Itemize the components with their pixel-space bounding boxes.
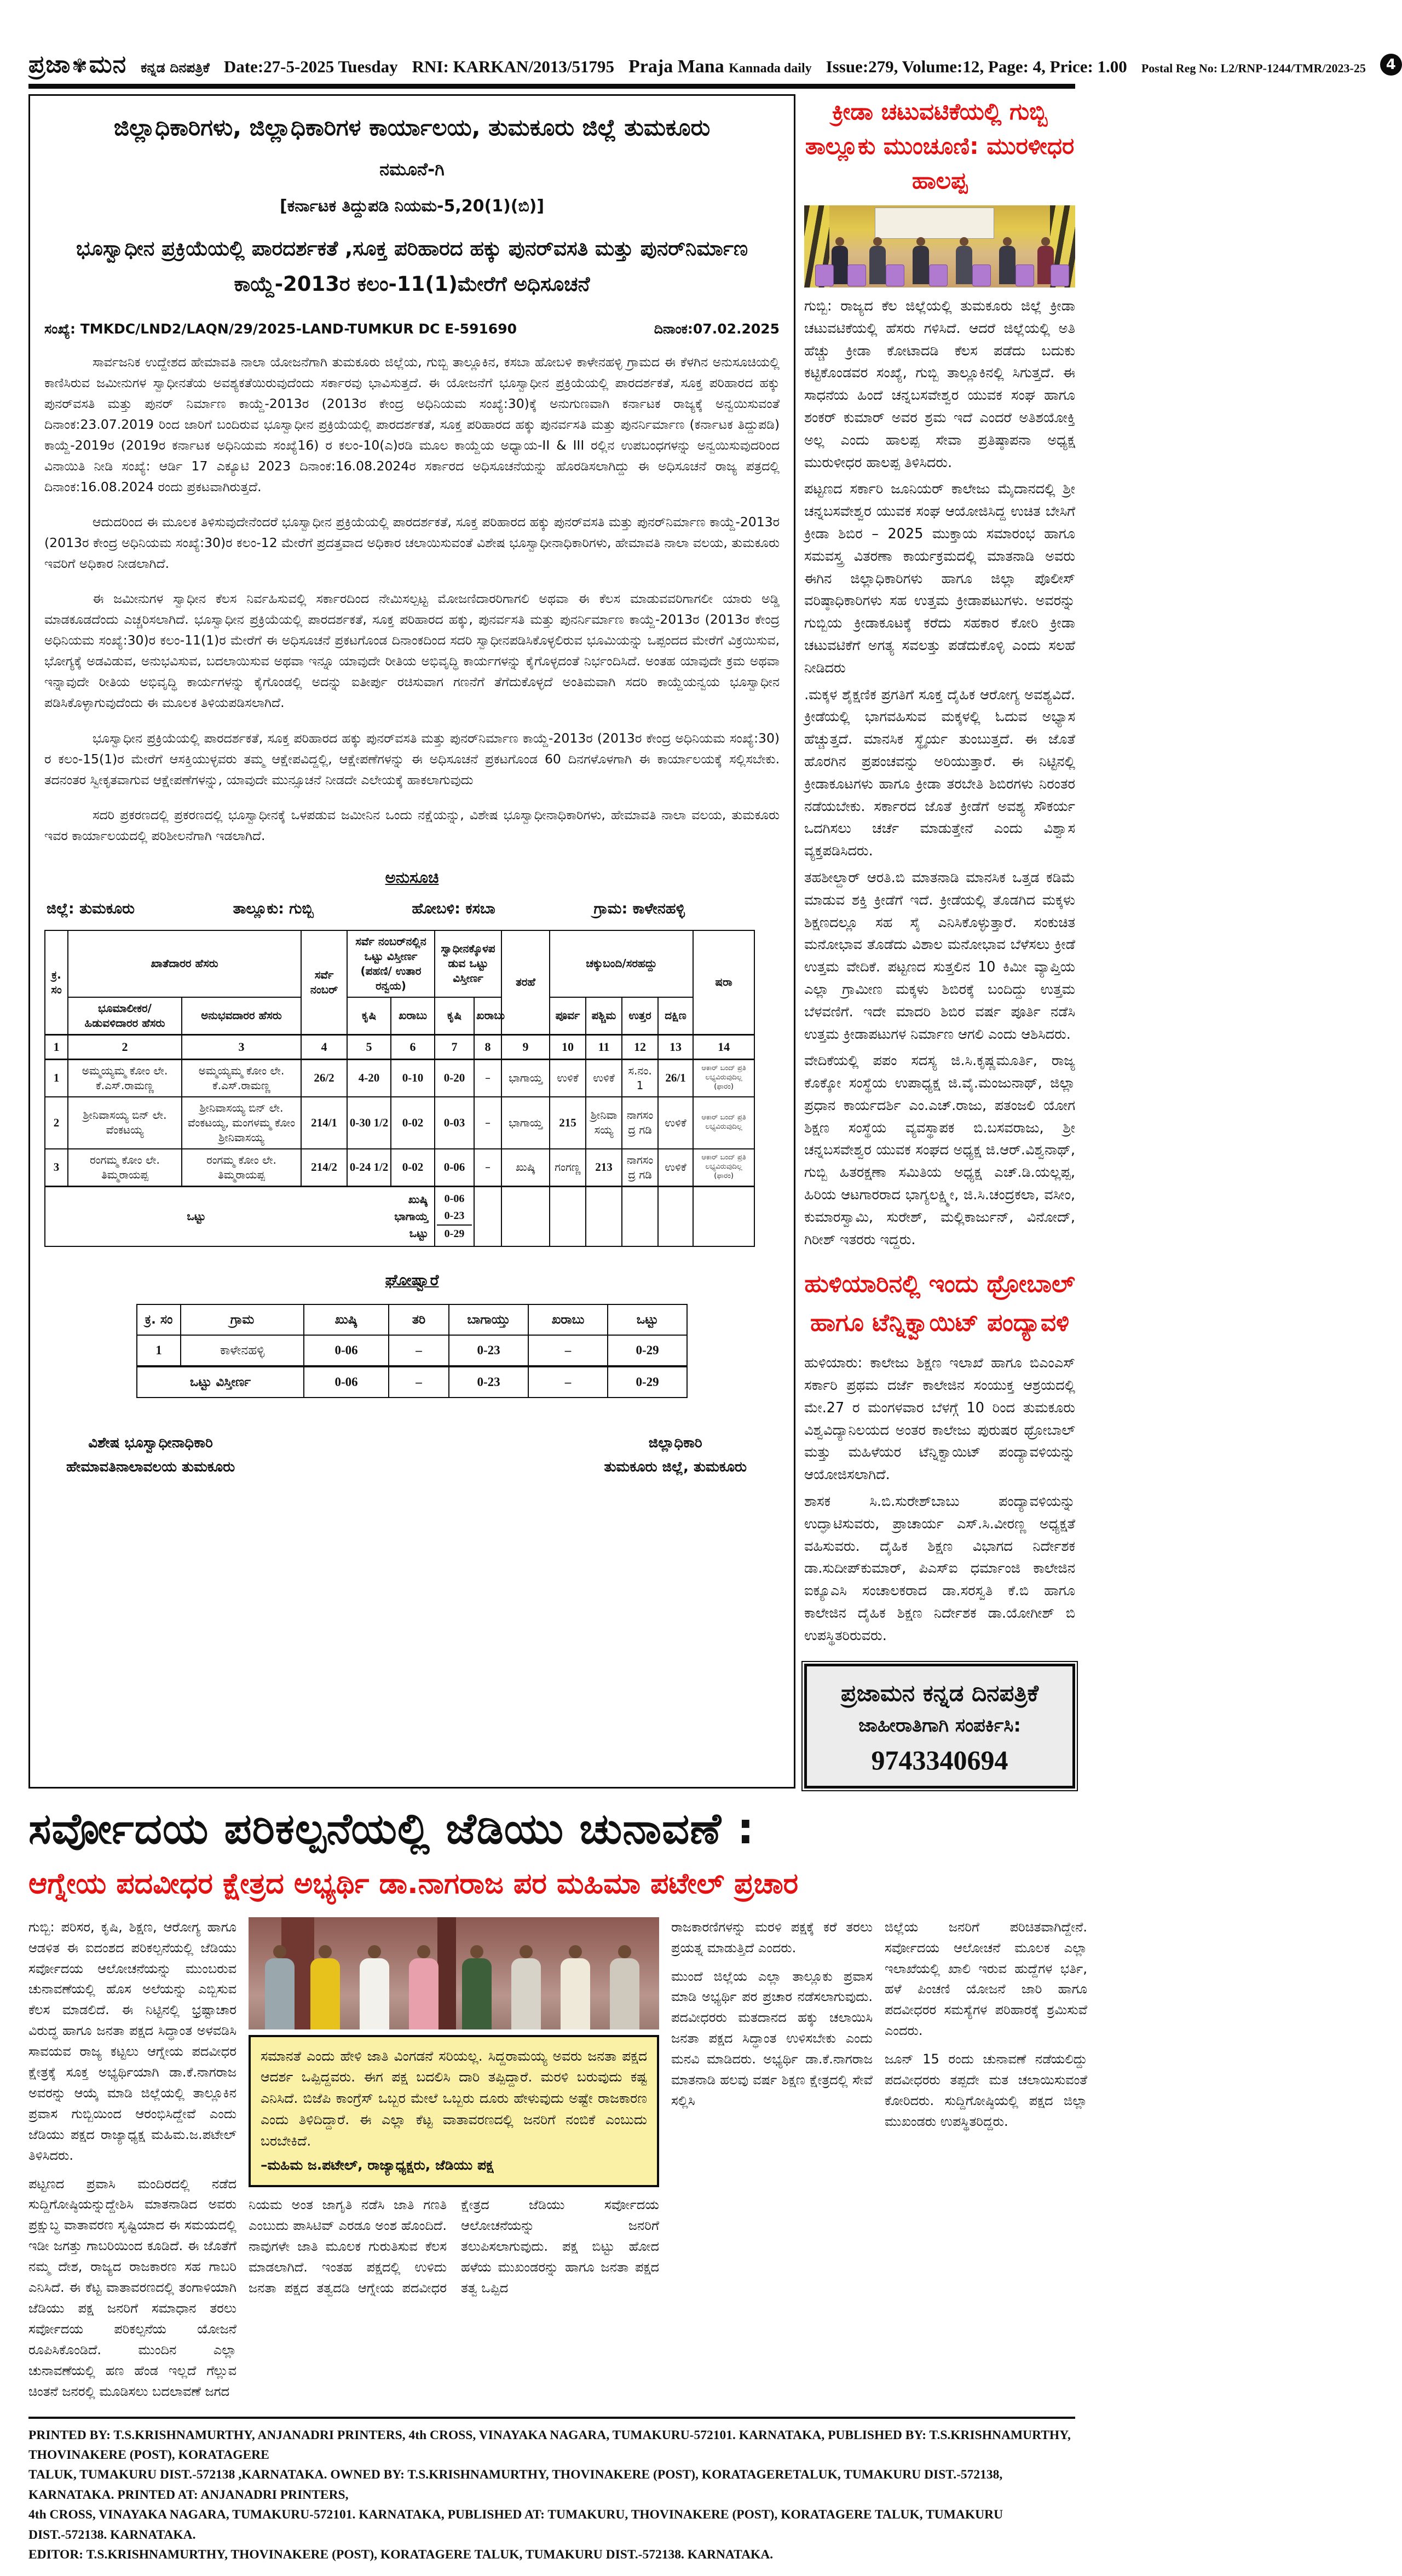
notification-rule-line: [ಕರ್ನಾಟಕ ತಿದ್ದುಪಡಿ ನಿಯಮ-5,20(1)(ಬಿ)]: [280, 197, 545, 216]
article-paragraph: ಜಿಲ್ಲೆಯ ಜನರಿಗೆ ಪರಿಚಿತವಾಗಿದ್ದೇನೆ. ಸರ್ವೋದಯ ಆಲೋಚನೆ ಮೂಲಕ ಎಲ್ಲಾ ಇಲಾಖೆಯಲ್ಲಿ ಖಾಲಿ ಇರುವ ಹುದ್ದೆಗಳ ಭರ್ತಿ, ಹಳೆ ಪಿಂಚಣಿ ಯೋಜನೆ ಜಾರಿ ಹಾಗೂ ಪದವೀಧರರ ಸಮಸ್ಯೆಗಳ ಪರಿಹಾರಕ್ಕೆ ಶ್ರಮಿಸುವೆ ಎಂದರು.: [885, 1919, 1087, 2039]
schedule-table: [44, 930, 755, 1247]
schedule-village: ಗ್ರಾಮ: ಕಾಳೇನಹಳ್ಳಿ: [593, 900, 685, 917]
sports-article-headline: ಕ್ರೀಡಾ ಚಟುವಟಿಕೆಯಲ್ಲಿ ಗುಬ್ಬಿ ತಾಲ್ಲೂಕು ಮುಂಚೂಣಿ: ಮುರಳೀಧರ ಹಾಲಪ್ಪ: [805, 98, 1075, 194]
signature-right: ಜಿಲ್ಲಾಧಿಕಾರಿ ತುಮಕೂರು ಜಿಲ್ಲೆ, ತುಮಕೂರು: [604, 1434, 747, 1475]
imprint-line: PRINTED BY: T.S.KRISHNAMURTHY, ANJANADRI PRINTERS, 4th CROSS, VINAYAKA NAGARA, TUMAKURU-572101. KARNATAKA, PUBLISHED BY: T.S.KRISHNAMURTHY, THOVINAKERE (POST), KORATAGERE: [28, 2428, 1071, 2462]
totals-values: 0-06 0-23 0-29: [437, 1191, 472, 1243]
article-paragraph: ಗುಬ್ಬಿ: ರಾಜ್ಯದ ಕೆಲ ಜಿಲ್ಲೆಯಲ್ಲಿ ತುಮಕೂರು ಜಿಲ್ಲೆ ಕ್ರೀಡಾ ಚಟುವಟಿಕೆಯಲ್ಲಿ ಹೆಸರು ಗಳಿಸಿದೆ. ಆದರೆ ಜಿಲ್ಲೆಯಲ್ಲಿ ಅತಿ ಹೆಚ್ಚು ಕ್ರೀಡಾ ಕೋಟಾದಡಿ ಕೆಲಸ ಪಡೆದು ಬದುಕು ಕಟ್ಟಿಕೊಂಡವರ ಸಂಖ್ಯೆ, ಗುಬ್ಬಿ ತಾಲ್ಲೂಕಿನಲ್ಲಿ ಸಿಗುತ್ತದೆ. ಈ ಸಾಧನೆಯ ಹಿಂದೆ ಚನ್ನಬಸವೇಶ್ವರ ಯುವಕ ಸಂಘ ಹಾಗೂ ಶಂಕರ್ ಕುಮಾರ್ ಅವರ ಶ್ರಮ ಇದೆ ಎಂದರೆ ಅತಿಶಯೋಕ್ತಿ ಅಲ್ಲ ಎಂದು ಹಾಲಪ್ಪ ಸೇವಾ ಪ್ರತಿಷ್ಠಾಪನಾ ಅಧ್ಯಕ್ಷ ಮುರುಳೀಧರ ಹಾಲಪ್ಪ ತಿಳಿಸಿದರು.: [804, 298, 1075, 471]
article-paragraph: ಮುಂದೆ ಜಿಲ್ಲೆಯ ಎಲ್ಲಾ ತಾಲ್ಲೂಕು ಪ್ರವಾಸ ಮಾಡಿ ಅಭ್ಯರ್ಥಿ ಪರ ಪ್ರಚಾರ ನಡೆಸಲಾಗುವುದು. ಪದವೀಧರರು ಮತದಾನದ ಹಕ್ಕು ಚಲಾಯಿಸಿ ಜನತಾ ಪಕ್ಷದ ಸಿದ್ಧಾಂತ ಉಳಿಸಬೇಕು ಎಂದು ಮನವಿ ಮಾಡಿದರು. ಅಭ್ಯರ್ಥಿ ಡಾ.ಕೆ.ನಾಗರಾಜ ಮಾತನಾಡಿ ಹಲವು ವರ್ಷ ಶಿಕ್ಷಣ ಕ್ಷೇತ್ರದಲ್ಲಿ ಸೇವೆ ಸಲ್ಲಿಸಿ: [671, 1968, 873, 2108]
schedule-taluk: ತಾಲ್ಲೂಕು: ಗುಬ್ಬಿ: [233, 900, 314, 917]
notification-title: ಜಿಲ್ಲಾಧಿಕಾರಿಗಳು, ಜಿಲ್ಲಾಧಿಕಾರಿಗಳ ಕಾರ್ಯಾಲಯ, ತುಮಕೂರು ಜಿಲ್ಲೆ ತುಮಕೂರು: [113, 114, 711, 141]
article-paragraph: ವೇದಿಕೆಯಲ್ಲಿ ಪಪಂ ಸದಸ್ಯ ಜಿ.ಸಿ.ಕೃಷ್ಣಮೂರ್ತಿ, ರಾಜ್ಯ ಕೊಕ್ಕೋ ಸಂಸ್ಥೆಯ ಉಪಾಧ್ಯಕ್ಷ ಜಿ.ವೈ.ಮಂಜುನಾಥ್, ಜಿಲ್ಲಾ ಪ್ರಧಾನ ಕಾರ್ಯದರ್ಶಿ ಎಂ.ಎಚ್.ರಾಜು, ಪತಂಜಲಿ ಯೋಗ ಶಿಕ್ಷಣ ಸಂಸ್ಥೆಯ ವ್ಯವಸ್ಥಾಪಕ ಬಿ.ಬಸವರಾಜು, ಶ್ರೀ ಚನ್ನಬಸವೇಶ್ವರ ಯುವಕ ಸಂಘದ ಅಧ್ಯಕ್ಷ ಜಿ.ಆರ್.ವಿಶ್ವನಾಥ್, ಗುಬ್ಬಿ ಹಿತರಕ್ಷಣಾ ಸಮಿತಿಯ ಅಧ್ಯಕ್ಷ ಎಚ್.ಡಿ.ಯಲ್ಲಪ್ಪ, ಹಿರಿಯ ಆಟಗಾರರಾದ ಭಾಗ್ಯಲಕ್ಷ್ಮೀ, ಜಿ.ಸಿ.ಚಂದ್ರಕಲಾ, ವಸೀಂ, ಕುಮಾರಸ್ವಾಮಿ, ಸುರೇಶ್, ಮಲ್ಲಿಕಾರ್ಜುನ್, ವಿನೋದ್, ಗಿರೀಶ್ ಇತರರು ಇದ್ದರು.: [804, 1053, 1075, 1248]
press-meet-photo: [249, 1917, 659, 2029]
election-column-3: [671, 1917, 873, 2402]
land-notification: [28, 94, 795, 1789]
masthead-issue-info: Issue:279, Volume:12, Page: 4, Price: 1.00: [826, 57, 1127, 76]
ad-title: ಪ್ರಜಾಮನ ಕನ್ನಡ ದಿನಪತ್ರಿಕೆ: [841, 1679, 1039, 1706]
summary-table: [136, 1304, 688, 1398]
summary-heading: ಘೋಷ್ವಾರೆ: [385, 1270, 439, 1289]
article-paragraph: ತಹಶೀಲ್ದಾರ್ ಆರತಿ.ಬಿ ಮಾತನಾಡಿ ಮಾನಸಿಕ ಒತ್ತಡ ಕಡಿಮೆ ಮಾಡುವ ಶಕ್ತಿ ಕ್ರೀಡೆಗೆ ಇದೆ. ಕ್ರೀಡೆಯಲ್ಲಿ ತೊಡಗಿದ ಮಕ್ಕಳು ಶಿಕ್ಷಣದಲ್ಲೂ ಸಹ ಸೈ ಎನಿಸಿಕೊಳ್ಳುತ್ತಾರೆ. ಸಂಕುಚಿತ ಮನೋಭಾವ ತೊಡೆದು ವಿಶಾಲ ಮನೋಭಾವ ಬೆಳೆಸಲು ಕ್ರೀಡೆ ಉತ್ತಮ ವೇದಿಕೆ. ಪಟ್ಟಣದ ಸುತ್ತಲಿನ 10 ಕಿಮೀ ವ್ಯಾಪ್ತಿಯ ಎಲ್ಲಾ ಗ್ರಾಮೀಣ ಮಕ್ಕಳು ಶಿಬಿರಕ್ಕೆ ಬಂದಿದ್ದು ಉತ್ತಮ ಬೆಳವಣಿಗೆ. ಇದೇ ಮಾದರಿ ಶಿಬಿರ ವರ್ಷ ಪೂರ್ತಿ ನಡೆಸಿ ಉತ್ತಮ ಕ್ರೀಡಾಪಟುಗಳ ನಿರ್ಮಾಣ ಆಗಲಿ ಎಂದು ಆಶಿಸಿದರು.: [804, 869, 1075, 1043]
notification-paragraph: ಭೂಸ್ವಾಧೀನ ಪ್ರಕ್ರಿಯೆಯಲ್ಲಿ ಪಾರದರ್ಶಕತೆ, ಸೂಕ್ತ ಪರಿಹಾರದ ಹಕ್ಕು ಪುನರ್‌ವಸತಿ ಮತ್ತು ಪುನರ್‌ನಿರ್ಮಾಣ ಕಾಯ್ದೆ-2013ರ (2013ರ ಕೇಂದ್ರ ಅಧಿನಿಯಮ ಸಂಖ್ಯೆ:30) ರ ಕಲಂ-15(1)ರ ಮೇರೆಗೆ ಆಸಕ್ತಿಯುಳ್ಳವರು ತಮ್ಮ ಆಕ್ಷೇಪವಿದ್ದಲ್ಲಿ, ಆಕ್ಷೇಪಣೆಗಳನ್ನು ಈ ಅಧಿಸೂಚನೆ ಪ್ರಕಟಗೊಂಡ 60 ದಿನಗಳೊಳಗಾಗಿ ಈ ಕಾರ್ಯಾಲಯಕ್ಕೆ ಸಲ್ಲಿಸಬೇಕು. ತದನಂತರ ಸ್ವೀಕೃತವಾಗುವ ಆಕ್ಷೇಪಣೆಗಳನ್ನು, ಯಾವುದೇ ಮುನ್ಸೂಚನೆ ನೀಡದೇ ಎಲೇಯಕ್ಕೆ ಹಾಕಲಾಗುವುದು: [44, 730, 780, 787]
masthead-date: Date:27-5-2025 Tuesday: [223, 57, 398, 76]
schedule-heading: ಅನುಸೂಚಿ: [385, 867, 439, 887]
schedule-location-row: [44, 900, 690, 930]
table-row: 2 ಶ್ರೀನಿವಾಸಯ್ಯ ಬಿನ್ ಲೇ. ವೆಂಕಟಯ್ಯ ಶ್ರೀನಿವಾಸಯ್ಯ ಬಿನ್ ಲೇ. ವೆಂಕಟಯ್ಯ, ಮಂಗಳಮ್ಮ ಕೋಂ ಶ್ರೀನಿವಾಸಯ್ಯ 214/1 0-30 1/2 0-02 0-03 – ಭಾಗಾಯ್ತ 215 ಶ್ರೀನಿವಾ ಸಯ್ಯ ನಾಗಸಂ ದ್ರ ಗಡಿ ಉಳಿಕೆ ಆಕಾರ್ ಬಂದ್ ಪ್ರತಿ ಲಭ್ಯವಿರುವುದಿಲ್ಲ: [45, 1097, 754, 1149]
table-column-number-row: 1 2 3 4 5 6 7 8 9 10 11 12 13 14: [45, 1034, 754, 1059]
table-header-row: ಕ್ರ. ಸಂ ಖಾತೆದಾರರ ಹೆಸರು ಸರ್ವೆ ನಂಬರ್ ಸರ್ವೆ ನಂಬರ್‌ನಲ್ಲಿನ ಒಟ್ಟು ವಿಸ್ತೀರ್ಣ (ಪಹಣಿ/ ಉತಾರ ರನ್ವಯ) ಸ್ವಾಧೀನಕ್ಕೊಳಪ ಡುವ ಒಟ್ಟು ವಿಸ್ತೀರ್ಣ ತರಹೆ ಚಕ್ಕುಬಂದಿ/ಸರಹದ್ದು ಷರಾ: [45, 930, 754, 997]
sports-camp-photo: [804, 205, 1075, 288]
masthead-rni: RNI: KARKAN/2013/51795: [412, 57, 615, 76]
notification-paragraph: ಈ ಜಮೀನುಗಳ ಸ್ವಾಧೀನ ಕೆಲಸ ನಿರ್ವಹಿಸುವಲ್ಲಿ ಸರ್ಕಾರದಿಂದ ನೇಮಿಸಲ್ಪಟ್ಟ ಮೋಜಣಿದಾರರಿಗಾಗಲಿ ಅಥವಾ ಈ ಕೆಲಸ ಮಾಡುವವರಿಗಾಗಲೀ ಯಾರು ಅಡ್ಡಿ ಮಾಡಕೂಡದೆಂದು ಎಚ್ಚರಿಸಲಾಗಿದೆ. ಭೂಸ್ವಾಧೀನ ಪ್ರಕ್ರಿಯೆಯಲ್ಲಿ ಪಾರದರ್ಶಕತೆ, ಸೂಕ್ತ ಪರಿಹಾರದ ಹಕ್ಕು, ಪುನರ್ವಸತಿ ಮತ್ತು ಪುನರ್ನಿರ್ಮಾಣ ಕಾಯ್ದೆ-2013ರ (2013ರ ಕೇಂದ್ರ ಅಧಿನಿಯಮ ಸಂಖ್ಯೆ:30)ರ ಕಲಂ-11(1)ರ ಮೇರೆಗೆ ಈ ಅಧಿಸೂಚನೆ ಪ್ರಕಟಗೊಂಡ ದಿನಾಂಕದಿಂದ ಸದರಿ ಸ್ವಾಧೀನಪಡಿಸಿಕೊಳ್ಳಲಿರುವ ಭೂಮಿಯನ್ನು ಒಪ್ಪಂದದ ಮೇರೆಗೆ ವಿಕ್ರಯಿಸುವ, ಭೋಗ್ಯಕ್ಕೆ ಅಡವಿಡುವ, ಅನುಭವಿಸುವ, ಬದಲಾಯಿಸುವ ಅಥವಾ ಇನ್ನೂ ಯಾವುದೇ ರೀತಿಯ ಅಭಿವೃದ್ಧಿ ಕಾರ್ಯಗಳನ್ನು ಕೈಗೊಳ್ಳದಂತೆ ನಿರ್ಭಂದಿಸಿದೆ. ಅಂತಹ ಯಾವುದೇ ಕ್ರಮ ಅಥವಾ ಇನ್ನಾವುದೇ ರೀತಿಯ ಅಭಿವೃದ್ಧಿ ಕಾರ್ಯಗಳನ್ನು ಕೈಗೊಂಡಲ್ಲಿ ಅದನ್ನು ಐತೀರ್ಪು ರಚಿಸುವಾಗ ಗಣನೆಗೆ ತೆಗೆದುಕೊಳ್ಳದೆ ಅಂತಿಮವಾಗಿ ಸದರಿ ಕಾಯ್ದೆಯನ್ವಯ ಭೂಸ್ವಾಧೀನ ಪಡಿಸಿಕೊಳ್ಳಾಗುವುದೆಂದು ಈ ಮೂಲಕ ತಿಳಿಯಪಡಿಸಲಾಗಿದೆ.: [44, 591, 780, 711]
election-subheadline: ಆಗ್ನೇಯ ಪದವೀಧರ ಕ್ಷೇತ್ರದ ಅಭ್ಯರ್ಥಿ ಡಾ.ನಾಗರಾಜ ಪರ ಮಹಿಮಾ ಪಟೇಲ್ ಪ್ರಚಾರ: [28, 1867, 799, 1901]
summary-header-row: ಕ್ರ. ಸಂ ಗ್ರಾಮ ಖುಷ್ಕಿ ತರಿ ಬಾಗಾಯ್ತು ಖರಾಬು ಒಟ್ಟು: [137, 1304, 687, 1335]
election-column-1: [28, 1917, 236, 2402]
schedule-hobli: ಹೋಬಳಿ: ಕಸಬಾ: [412, 900, 495, 917]
table-subheader-row: ಭೂಮಾಲೀಕರ/ ಹಿಡುವಳಿದಾರರ ಹೆಸರು ಅನುಭವದಾರರ ಹೆಸರು ಕೃಷಿ ಖರಾಬು ಕೃಷಿ ಖರಾಬು ಪೂರ್ವ ಪಶ್ಚಿಮ ಉತ್ತರ ದಕ್ಷಿಣ: [45, 997, 754, 1035]
quote-attribution: –ಮಹಿಮ ಜ.ಪಟೇಲ್, ರಾಜ್ಯಾಧ್ಯಕ್ಷರು, ಜೆಡಿಯು ಪಕ್ಷ: [261, 2157, 494, 2174]
imprint-line: EDITOR: T.S.KRISHNAMURTHY, THOVINAKERE (POST), KORATAGERE TALUK, TUMAKURU DIST.-572138. KARNATAKA.: [28, 2548, 774, 2562]
masthead-postal-reg: Postal Reg No: L2/RNP-1244/TMR/2023-25: [1141, 61, 1366, 75]
article-paragraph: ಪಟ್ಟಣದ ಸರ್ಕಾರಿ ಜೂನಿಯರ್ ಕಾಲೇಜು ಮೈದಾನದಲ್ಲಿ ಶ್ರೀ ಚನ್ನಬಸವೇಶ್ವರ ಯುವಕ ಸಂಘ ಆಯೋಜಿಸಿದ್ದ ಉಚಿತ ಬೇಸಿಗೆ ಕ್ರೀಡಾ ಶಿಬಿರ – 2025 ಮುಕ್ತಾಯ ಸಮಾರಂಭ ಹಾಗೂ ಸಮವಸ್ತ್ರ ವಿತರಣಾ ಕಾರ್ಯಕ್ರಮದಲ್ಲಿ ಮಾತನಾಡಿ ಅವರು ಈಗಿನ ಜಿಲ್ಲಾಧಿಕಾರಿಗಳು ಹಾಗೂ ಜಿಲ್ಲಾ ಪೊಲೀಸ್ ವರಿಷ್ಠಾಧಿಕಾರಿಗಳು ಸಹ ಉತ್ತಮ ಕ್ರೀಡಾಪಟುಗಳು. ಅವರನ್ನು ಗುಬ್ಬಿಯ ಕ್ರೀಡಾಕೂಟಕ್ಕೆ ಕರೆದು ಸಹಕಾರ ಕೋರಿ ಕ್ರೀಡಾ ಚಟುವಟಿಕೆಗೆ ಅಗತ್ಯ ಸವಲತ್ತು ಪಡೆದುಕೊಳ್ಳಿ ಎಂದು ಸಲಹೆ ನೀಡಿದರು: [804, 481, 1075, 676]
ad-contact-label: ಜಾಹೀರಾತಿಗಾಗಿ ಸಂಪರ್ಕಿಸಿ:: [858, 1714, 1021, 1737]
sports-article-body: [804, 295, 1075, 1251]
signature-left: ವಿಶೇಷ ಭೂಸ್ವಾಧೀನಾಧಿಕಾರಿ ಹೇಮಾವತಿನಾಲಾವಲಯ ತುಮಕೂರು: [66, 1434, 235, 1475]
summary-total-row: ಒಟ್ಟು ವಿಸ್ತೀರ್ಣ 0-06 – 0-23 – 0-29: [137, 1366, 687, 1398]
masthead-english-name: Praja Mana Kannada daily: [628, 56, 812, 77]
imprint-line: 4th CROSS, VINAYAKA NAGARA, TUMAKURU-572101. KARNATAKA, PUBLISHED AT: TUMAKURU, THOVINAKERE (POST), KORATAGERE TALUK, TUMAKURU DIST.-572138. KARNATAKA.: [28, 2508, 1003, 2542]
summary-row: 1 ಕಾಳೇನಹಳ್ಳಿ 0-06 – 0-23 – 0-29: [137, 1335, 687, 1366]
table-row: 3 ರಂಗಮ್ಮ ಕೋಂ ಲೇ. ತಿಮ್ಮರಾಯಪ್ಪ ರಂಗಮ್ಮ ಕೋಂ ಲೇ. ತಿಮ್ಮರಾಯಪ್ಪ 214/2 0-24 1/2 0-02 0-06 – ಖುಷ್ಕಿ ಗಂಗಣ್ಣ 213 ನಾಗಸಂ ದ್ರ ಗಡಿ ಉಳಿಕೆ ಆಕಾರ್ ಬಂದ್ ಪ್ರತಿ ಲಭ್ಯವಿರುವುದಿಲ್ಲ (ಫಾರಂ): [45, 1149, 754, 1187]
imprint-line: TALUK, TUMAKURU DIST.-572138 ,KARNATAKA. OWNED BY: T.S.KRISHNAMURTHY, THOVINAKERE (POST), KORATAGERETALUK, TUMAKURU DIST.-572138, KARNATAKA. PRINTED AT: ANJANADRI PRINTERS,: [28, 2468, 1003, 2502]
article-paragraph: .ಮಕ್ಕಳ ಶೈಕ್ಷಣಿಕ ಪ್ರಗತಿಗೆ ಸೂಕ್ತ ದೈಹಿಕ ಆರೋಗ್ಯ ಅವಶ್ಯವಿದೆ. ಕ್ರೀಡೆಯಲ್ಲಿ ಭಾಗವಹಿಸುವ ಮಕ್ಕಳಲ್ಲಿ ಓದುವ ಅಭ್ಯಾಸ ಹೆಚ್ಚುತ್ತದೆ. ಮಾನಸಿಕ ಸ್ಥೈರ್ಯ ತುಂಬುತ್ತದೆ. ಈ ಜೊತೆ ಹೊರಗಿನ ಪ್ರಪಂಚವನ್ನು ಅರಿಯುತ್ತಾರೆ. ಈ ನಿಟ್ಟಿನಲ್ಲಿ ಕ್ರೀಡಾಕೂಟಗಳು ಹಾಗೂ ಕ್ರೀಡಾ ತರಬೇತಿ ಶಿಬಿರಗಳು ನಿರಂತರ ನಡೆಯಬೇಕು. ಸರ್ಕಾರದ ಜೊತೆ ಕ್ರೀಡೆಗೆ ಅವಶ್ಯ ಸೌಕರ್ಯ ಒದಗಿಸಲು ಚರ್ಚೆ ಮಾಡುತ್ತೇನೆ ಎಂದು ವಿಶ್ವಾಸ ವ್ಯಕ್ತಪಡಿಸಿದರು.: [804, 686, 1075, 860]
masthead-tagline: ಕನ್ನಡ ದಿನಪತ್ರಿಕೆ: [141, 60, 210, 76]
election-column-2-text: ನಿಯಮ ಅಂತ ಜಾಗೃತಿ ನಡೆಸಿ ಜಾತಿ ಗಣತಿ ಎಂಬುದು ಪಾಸಿಟಿವ್ ಎರಡೂ ಅಂಶ ಹೊಂದಿದೆ. ನಾವುಗಳೇ ಜಾತಿ ಮೂಲಕ ಗುರುತಿಸುವ ಕೆಲಸ ಮಾಡಲಾಗಿದೆ. ಇಂತಹ ಪಕ್ಷದಲ್ಲಿ ಉಳಿದು ಜನತಾ ಪಕ್ಷದ ತತ್ವದಡಿ ಆಗ್ನೇಯ ಪದವೀಧರ ಕ್ಷೇತ್ರದ ಜೆಡಿಯು ಸರ್ವೋದಯ ಆಲೋಚನೆಯನ್ನು ಜನರಿಗೆ ತಲುಪಿಸಲಾಗುವುದು. ಪಕ್ಷ ಬಿಟ್ಟು ಹೋದ ಹಳೆಯ ಮುಖಂಡರನ್ನು ಹಾಗೂ ಜನತಾ ಪಕ್ಷದ ತತ್ವ ಒಪ್ಪಿದ: [249, 2197, 659, 2296]
table-row: 1 ಅಮ್ಮಯ್ಯಮ್ಮ ಕೋಂ ಲೇ. ಕೆ.ಎಸ್.ರಾಮಣ್ಣ ಅಮ್ಮಯ್ಯಮ್ಮ ಕೋಂ ಲೇ. ಕೆ.ಎಸ್.ರಾಮಣ್ಣ 26/2 4-20 0-10 0-20 – ಭಾಗಾಯ್ತ ಉಳಿಕೆ ಉಳಿಕೆ ಸ.ನಂ. 1 26/1 ಆಕಾರ್ ಬಂದ್ ಪ್ರತಿ ಲಭ್ಯವಿರುವುದಿಲ್ಲ (ಫಾರಂ): [45, 1059, 754, 1097]
masthead: [28, 50, 1396, 89]
notification-form-no: ನಮೂನೆ-ಗಿ: [379, 159, 445, 180]
article-paragraph: ರಾಜಕಾರಣಿಗಳನ್ನು ಮರಳಿ ಪಕ್ಷಕ್ಕೆ ಕರೆ ತರಲು ಪ್ರಯತ್ನ ಮಾಡುತ್ತಿದೆ ಎಂದರು.: [671, 1919, 873, 1956]
article-paragraph: ಹುಳಿಯಾರು: ಕಾಲೇಜು ಶಿಕ್ಷಣ ಇಲಾಖೆ ಹಾಗೂ ಬಿಎಂಎಸ್ ಸರ್ಕಾರಿ ಪ್ರಥಮ ದರ್ಜೆ ಕಾಲೇಜಿನ ಸಂಯುಕ್ತ ಆಶ್ರಯದಲ್ಲಿ ಮೇ.27 ರ ಮಂಗಳವಾರ ಬೆಳಗ್ಗೆ 10 ರಿಂದ ತುಮಕೂರು ವಿಶ್ವವಿದ್ಯಾನಿಲಯದ ಅಂತರ ಕಾಲೇಜು ಪುರುಷರ ಥ್ರೋಬಾಲ್ ಮತ್ತು ಮಹಿಳೆಯರ ಟೆನ್ನಿಕ್ವಾಯಿಟ್ ಪಂದ್ಯಾವಳಿಯನ್ನು ಆಯೋಜಿಸಲಾಗಿದೆ.: [804, 1355, 1075, 1484]
totals-labels: ಖುಷ್ಕಿ ಭಾಗಾಯ್ತ ಒಟ್ಟು: [394, 1192, 429, 1240]
quote-text: ಸಮಾನತೆ ಎಂದು ಹೇಳಿ ಜಾತಿ ವಿಂಗಡನೆ ಸರಿಯಲ್ಲ. ಸಿದ್ದರಾಮಯ್ಯ ಅವರು ಜನತಾ ಪಕ್ಷದ ಆದರ್ಶ ಒಪ್ಪಿದ್ದವರು. ಈಗ ಪಕ್ಷ ಬದಲಿಸಿ ದಾರಿ ತಪ್ಪಿದ್ದಾರೆ. ಮರಳಿ ಬರುವುದು ಕಷ್ಟ ಎನಿಸಿದೆ. ಬಿಜೆಪಿ ಕಾಂಗ್ರೆಸ್ ಒಬ್ಬರ ಮೇಲೆ ಒಬ್ಬರು ದೂರು ಹೇಳುವುದು ಅಷ್ಟೇ ರಾಜಕಾರಣ ಎಂದು ತಿಳಿದಿದ್ದಾರೆ. ಈ ಎಲ್ಲಾ ಕೆಟ್ಟ ವಾತಾವರಣದಲ್ಲಿ ಜನರಿಗೆ ನಂಬಿಕೆ ಎಂಬುದು ಬರಬೇಕಿದೆ.: [261, 2048, 647, 2149]
notification-subject: ಭೂಸ್ವಾಧೀನ ಪ್ರಕ್ರಿಯೆಯಲ್ಲಿ ಪಾರದರ್ಶಕತೆ ,ಸೂಕ್ತ ಪರಿಹಾರದ ಹಕ್ಕು ಪುನರ್‌ವಸತಿ ಮತ್ತು ಪುನರ್‌ನಿರ್ಮಾಣ ಕಾಯ್ದೆ-2013ರ ಕಲಂ-11(1)ಮೇರೆಗೆ ಅಧಿಸೂಚನೆ: [76, 237, 748, 296]
article-paragraph: ಶಾಸಕ ಸಿ.ಬಿ.ಸುರೇಶ್‌ಬಾಬು ಪಂದ್ಯಾವಳಿಯನ್ನು ಉದ್ಘಾಟಿಸುವರು, ಪ್ರಾಚಾರ್ಯ ಎಸ್.ಸಿ.ವೀರಣ್ಣ ಅಧ್ಯಕ್ಷತೆ ವಹಿಸುವರು. ದೈಹಿಕ ಶಿಕ್ಷಣ ವಿಭಾಗದ ನಿರ್ದೇಶಕ ಡಾ.ಸುದೀಪ್‌ಕುಮಾರ್, ಪಿಎಸ್ಐ ಧರ್ಮಾಂಜಿ ಕಾಲೇಜಿನ ಐಕ್ಯೂಎಸಿ ಸಂಚಾಲಕರಾದ ಡಾ.ಸರಸ್ವತಿ ಕೆ.ಬಿ ಹಾಗೂ ಕಾಲೇಜಿನ ದೈಹಿಕ ಶಿಕ್ಷಣ ನಿರ್ದೇಶಕ ಡಾ.ಯೋಗೀಶ್ ಬಿ ಉಪಸ್ಥಿತರಿರುವರು.: [804, 1493, 1075, 1644]
page-number-badge: 4: [1380, 54, 1402, 76]
notification-paragraph: ಸದರಿ ಪ್ರಕರಣದಲ್ಲಿ ಪ್ರಕರಣದಲ್ಲಿ ಭೂಸ್ವಾಧೀನಕ್ಕೆ ಒಳಪಡುವ ಜಮೀನಿನ ಒಂದು ನಕ್ಷೆಯನ್ನು, ವಿಶೇಷ ಭೂಸ್ವಾಧೀನಾಧಿಕಾರಿಗಳು, ಹೇಮಾವತಿ ನಾಲಾ ವಲಯ, ತುಮಕೂರು ಇವರ ಕಾರ್ಯಾಲಯದಲ್ಲಿ ಪರಿಶೀಲನೆಗಾಗಿ ಇಡಲಾಗಿದೆ.: [44, 807, 780, 843]
election-headline: ಸರ್ವೋದಯ ಪರಿಕಲ್ಪನೆಯಲ್ಲಿ ಜೆಡಿಯು ಚುನಾವಣೆ :: [28, 1804, 755, 1854]
election-column-4: [885, 1917, 1087, 2402]
notification-date: ದಿನಾಂಕ:07.02.2025: [654, 320, 780, 337]
notification-paragraph: ಆದುದರಿಂದ ಈ ಮೂಲಕ ತಿಳಿಸುವುದೇನೆಂದರೆ ಭೂಸ್ವಾಧೀನ ಪ್ರಕ್ರಿಯೆಯಲ್ಲಿ ಪಾರದರ್ಶಕತೆ, ಸೂಕ್ತ ಪರಿಹಾರದ ಹಕ್ಕು ಪುನರ್‌ವಸತಿ ಮತ್ತು ಪುನರ್‌ನಿರ್ಮಾಣ ಕಾಯ್ದೆ-2013ರ (2013ರ ಕೇಂದ್ರ ಅಧಿನಿಯಮ ಸಂಖ್ಯೆ:30)ರ ಕಲಂ-12 ಮೇರೆಗೆ ಪ್ರದತ್ತವಾದ ಅಧಿಕಾರ ಚಲಾಯಿಸುವಂತೆ ವಿಶೇಷ ಭೂಸ್ವಾಧೀನಾಧಿಕಾರಿಗಳು, ಹೇಮಾವತಿ ನಾಲಾ ವಲಯ, ತುಮಕೂರು ಇವರಿಗೆ ಅಧಿಕಾರ ನೀಡಲಾಗಿದೆ.: [44, 514, 780, 572]
signature-row: [44, 1431, 780, 1485]
election-column-2: [249, 1917, 659, 2402]
schedule-district: ಜಿಲ್ಲೆ: ತುಮಕೂರು: [47, 900, 135, 917]
article-paragraph: ಗುಬ್ಬಿ: ಪರಿಸರ, ಕೃಷಿ, ಶಿಕ್ಷಣ, ಆರೋಗ್ಯ ಹಾಗೂ ಆಡಳಿತ ಈ ಐದಂಶದ ಪರಿಕಲ್ಪನೆಯಲ್ಲಿ ಜೆಡಿಯು ಸರ್ವೋದಯ ಆಲೋಚನೆಯನ್ನು ಮುಂಬರುವ ಚುನಾವಣೆಯಲ್ಲಿ ಹೊಸ ಅಲೆಯನ್ನು ಎಬ್ಬಿಸುವ ಕೆಲಸ ಮಾಡಲಿದೆ. ಈ ನಿಟ್ಟಿನಲ್ಲಿ ಭ್ರಷ್ಟಾಚಾರ ವಿರುದ್ಧ ಹಾಗೂ ಜನತಾ ಪಕ್ಷದ ಸಿದ್ಧಾಂತ ಅಳವಡಿಸಿ ಸಾವಯವ ರಾಜ್ಯ ಕಟ್ಟಲು ಆಗ್ನೇಯ ಪದವೀಧರ ಕ್ಷೇತ್ರಕ್ಕೆ ಸೂಕ್ತ ಅಭ್ಯರ್ಥಿಯಾಗಿ ಡಾ.ಕೆ.ನಾಗರಾಜ ಅವರನ್ನು ಆಯ್ಕೆ ಮಾಡಿ ಜಿಲ್ಲೆಯಲ್ಲಿ ತಾಲ್ಲೂಕಿನ ಪ್ರವಾಸ ಗುಬ್ಬಿಯಿಂದ ಆರಂಭಿಸಿದ್ದೇವೆ ಎಂದು ಜೆಡಿಯು ಪಕ್ಷದ ರಾಜ್ಯಾಧ್ಯಕ್ಷ ಮಹಿಮ.ಜ.ಪಟೇಲ್ ತಿಳಿಸಿದರು.: [28, 1919, 236, 2163]
election-article: [28, 1803, 1087, 2402]
newspaper-logo: ಪ್ರಜಾ✾ಮನ: [28, 50, 127, 78]
right-news-column: [804, 94, 1075, 1789]
advertisement-box: [804, 1664, 1075, 1789]
article-paragraph: ಪಟ್ಟಣದ ಪ್ರವಾಸಿ ಮಂದಿರದಲ್ಲಿ ನಡೆದ ಸುದ್ದಿಗೋಷ್ಠಿಯನ್ನುದ್ದೇಶಿಸಿ ಮಾತನಾಡಿದ ಅವರು ಪ್ರಕ್ಷುಬ್ಧ ವಾತಾವರಣ ಸೃಷ್ಟಿಯಾದ ಈ ಸಮಯದಲ್ಲಿ ಇಡೀ ಜಗತ್ತು ಗಾಬರಿಯಿಂದ ಕೂಡಿದೆ. ಈ ಜೊತೆಗೆ ನಮ್ಮ ದೇಶ, ರಾಜ್ಯದ ರಾಜಕಾರಣ ಸಹ ಗಾಬರಿ ಎನಿಸಿದೆ. ಈ ಕೆಟ್ಟ ವಾತಾವರಣದಲ್ಲಿ ತಂಗಾಳಿಯಾಗಿ ಜೆಡಿಯು ಪಕ್ಷ ಜನರಿಗೆ ಸಮಾಧಾನ ತರಲು ಸರ್ವೋದಯ ಪರಿಕಲ್ಪನೆಯ ಯೋಜನೆ ರೂಪಿಸಿಕೊಂಡಿದೆ. ಮುಂದಿನ ಎಲ್ಲಾ ಚುನಾವಣೆಯಲ್ಲಿ ಹಣ ಹೆಂಡ ಇಲ್ಲದೆ ಗೆಲ್ಲುವ ಚಿಂತನೆ ಜನರಲ್ಲಿ ಮೂಡಿಸಲು ಬದಲಾವಣೆ ಜಗದ: [28, 2176, 236, 2399]
article-paragraph: ಜೂನ್ 15 ರಂದು ಚುನಾವಣೆ ನಡೆಯಲಿದ್ದು ಪದವೀಧರರು ತಪ್ಪದೇ ಮತ ಚಲಾಯಿಸುವಂತೆ ಕೋರಿದರು. ಸುದ್ದಿಗೋಷ್ಠಿಯಲ್ಲಿ ಪಕ್ಷದ ಜಿಲ್ಲಾ ಮುಖಂಡರು ಉಪಸ್ಥಿತರಿದ್ದರು.: [885, 2051, 1087, 2129]
throwball-article-body: [804, 1352, 1075, 1647]
ad-phone-number: 9743340694: [871, 1744, 1008, 1775]
notification-ref-no: ಸಂಖ್ಯೆ: TMKDC/LND2/LAQN/29/2025-LAND-TUMKUR DC E-591690: [44, 320, 517, 337]
notification-body: [44, 352, 780, 846]
quote-box: [249, 2035, 659, 2188]
notification-paragraph: ಸಾರ್ವಜನಿಕ ಉದ್ದೇಶದ ಹೇಮಾವತಿ ನಾಲಾ ಯೋಜನೆಗಾಗಿ ತುಮಕೂರು ಜಿಲ್ಲೆಯ, ಗುಬ್ಬಿ ತಾಲ್ಲೂಕಿನ, ಕಸಬಾ ಹೋಬಳಿ ಕಾಳೇನಹಳ್ಳಿ ಗ್ರಾಮದ ಈ ಕೆಳಗಿನ ಅನುಸೂಚಿಯಲ್ಲಿ ಕಾಣಿಸಿರುವ ಜಮೀನುಗಳ ಸ್ವಾಧೀನತೆಯ ಅವಶ್ಯಕತೆಯಿರುವುದೆಂದು ಸರ್ಕಾರವು ಭಾವಿಸುತ್ತದೆ. ಈ ಯೋಜನೆಗೆ ಭೂಸ್ವಾಧೀನ ಪ್ರಕ್ರಿಯೆಯಲ್ಲಿ ಪಾರದರ್ಶಕತೆ, ಸೂಕ್ತ ಪರಿಹಾರದ ಹಕ್ಕು ಪುನರ್‌ವಸತಿ ಮತ್ತು ಪುನರ್ ನಿರ್ಮಾಣ ಕಾಯ್ದೆ-2013ರ (2013ರ ಕೇಂದ್ರ ಅಧಿನಿಯಮ ಸಂಖ್ಯೆ:30)ಕ್ಕೆ ಅನುಗುಣವಾಗಿ ಕರ್ನಾಟಕ ರಾಜ್ಯಕ್ಕೆ ಅನ್ವಯಿಸುವಂತೆ ದಿನಾಂಕ:23.07.2019 ರಿಂದ ಜಾರಿಗೆ ಬಂದಿರುವ ಭೂಸ್ವಾಧೀನ ಪ್ರಕ್ರಿಯೆಯಲ್ಲಿ ಪಾರದರ್ಶಕತೆ, ಸೂಕ್ತ ಪರಿಹಾರದ ಹಕ್ಕು ಪುನರ್ವಸತಿ ಮತ್ತು ಪುನರ್ನಿರ್ಮಾಣ (ಕರ್ನಾಟಕ ತಿದ್ದುಪಡಿ) ಕಾಯ್ದೆ-2019ರ (2019ರ ಕರ್ನಾಟಕ ಅಧಿನಿಯಮ ಸಂಖ್ಯೆ16) ರ ಕಲಂ-10(ಎ)ರಡಿ ಮೂಲ ಕಾಯ್ದೆಯ ಅಧ್ಯಾಯ-II & III ರಲ್ಲಿನ ಉಪಬಂಧಗಳನ್ನು ಅನ್ವಯಿಸುವುದರಿಂದ ವಿನಾಯಿತಿ ನೀಡಿ ಸಂಖ್ಯೆ: ಆರ್ಡಿ 17 ಎಕ್ಯೂಟಿ 2023 ದಿನಾಂಕ:16.08.2024ರ ಸರ್ಕಾರದ ಅಧಿಸೂಚನೆಯನ್ನು ಹೊರಡಿಸಲಾಗಿದ್ದು ಈ ಅಧಿಸೂಚನೆ ರಾಜ್ಯ ಪತ್ರದಲ್ಲಿ ದಿನಾಂಕ:16.08.2024 ರಂದು ಪ್ರಕಟವಾಗಿರುತ್ತದೆ.: [44, 354, 780, 495]
table-totals-row: ಒಟ್ಟು ಖುಷ್ಕಿ ಭಾಗಾಯ್ತ ಒಟ್ಟು 0-06 0-23 0-29: [45, 1186, 754, 1246]
imprint-footer: [28, 2417, 1075, 2565]
masthead-emblem-icon: ✾: [72, 55, 88, 77]
throwball-article-headline: ಹುಳಿಯಾರಿನಲ್ಲಿ ಇಂದು ಥ್ರೋಬಾಲ್ ಹಾಗೂ ಟೆನ್ನಿಕ್ವಾಯಿಟ್ ಪಂದ್ಯಾವಳಿ: [804, 1270, 1075, 1337]
